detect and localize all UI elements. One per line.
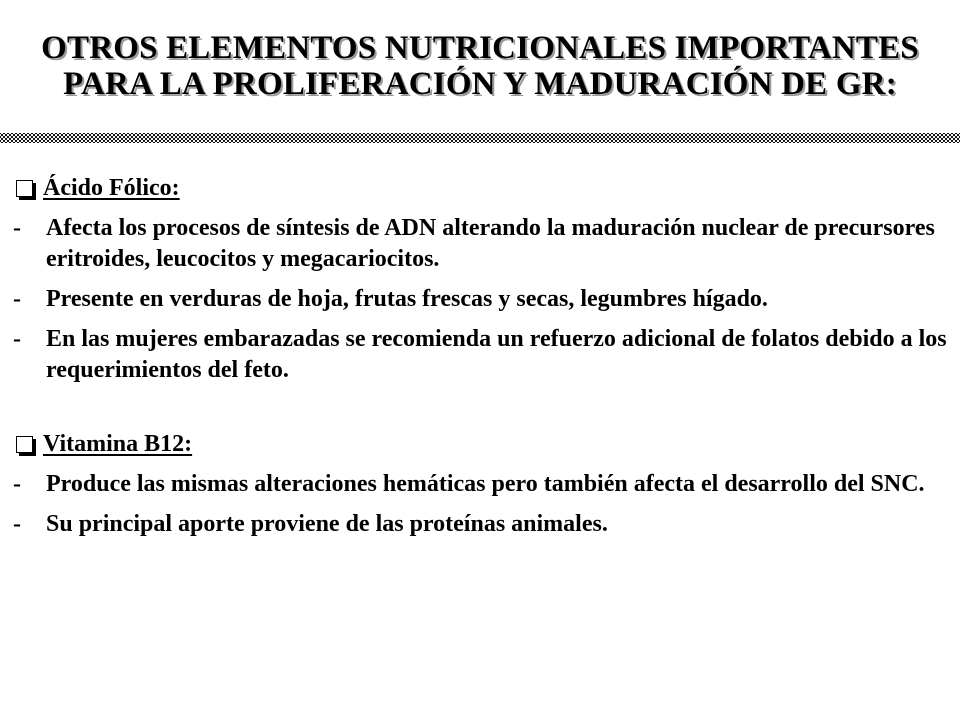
slide-content (13, 173, 948, 549)
list-item-text: Presente en verduras de hoja, frutas frescas y secas, legumbres hígado. (46, 286, 768, 312)
slide-title (0, 30, 960, 102)
list-item (13, 284, 948, 315)
list-item-marker: - (13, 511, 21, 537)
slide-title-line-2: PARA LA PROLIFERACIÓN Y MADURACIÓN DE GR: (63, 66, 897, 102)
list-item-marker: - (13, 286, 21, 312)
dotted-divider (0, 133, 960, 143)
section-heading-label: Ácido Fólico: (43, 175, 180, 201)
list-item-text: En las mujeres embarazadas se recomienda un refuerzo adicional de folatos debido a los requerimientos del feto. (46, 326, 947, 383)
section-heading-vitamina-b12 (13, 429, 948, 460)
checkbox-icon (16, 180, 33, 197)
section-heading-acido-folico (13, 173, 948, 204)
section-spacer (13, 395, 948, 429)
section-heading-label: Vitamina B12: (43, 431, 193, 457)
list-item (13, 213, 948, 275)
list-item-text: Afecta los procesos de síntesis de ADN alterando la maduración nuclear de precursores eritroides, leucocitos y megacariocitos. (46, 215, 935, 272)
list-item-text: Produce las mismas alteraciones hemáticas pero también afecta el desarrollo del SNC. (46, 471, 925, 497)
slide-title-line-1: OTROS ELEMENTOS NUTRICIONALES IMPORTANTES (41, 30, 919, 66)
list-item-marker: - (13, 215, 21, 241)
list-item (13, 509, 948, 540)
checkbox-icon (16, 436, 33, 453)
list-item (13, 469, 948, 500)
list-item-marker: - (13, 471, 21, 497)
list-item-text: Su principal aporte proviene de las proteínas animales. (46, 511, 608, 537)
list-item (13, 324, 948, 386)
list-item-marker: - (13, 326, 21, 352)
